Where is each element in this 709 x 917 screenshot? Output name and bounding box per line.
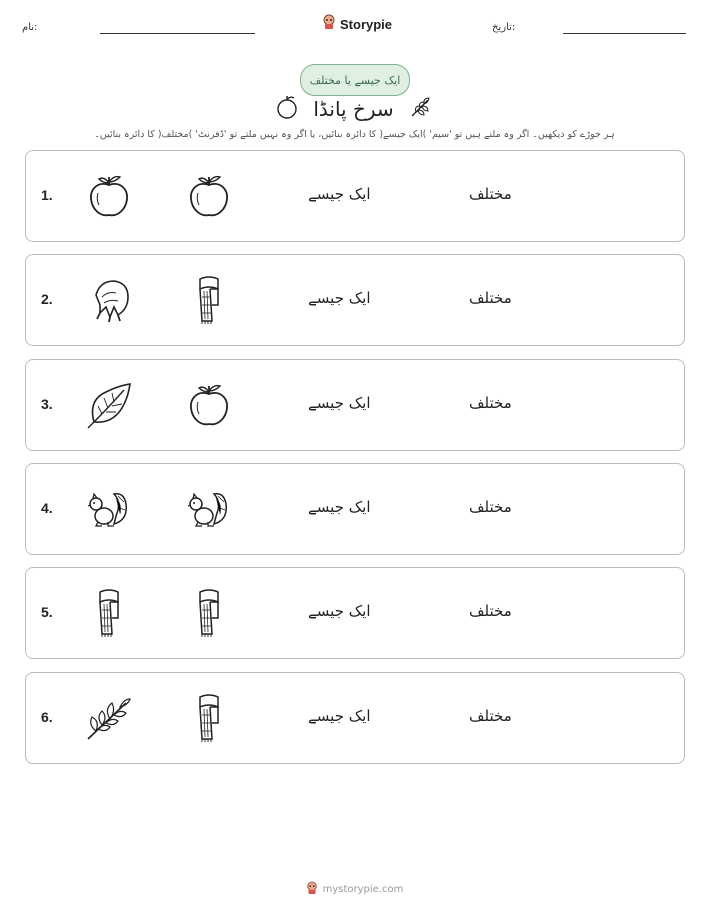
same-option[interactable]: ایک جیسے bbox=[308, 185, 371, 203]
question-row bbox=[25, 359, 685, 451]
apple-icon bbox=[84, 171, 134, 221]
question-number: 4. bbox=[41, 500, 53, 516]
scarf-icon bbox=[84, 588, 134, 638]
squirrel-icon bbox=[84, 484, 134, 534]
leafy-branch-icon bbox=[84, 693, 134, 743]
different-option[interactable]: مختلف bbox=[469, 394, 512, 412]
claw-icon bbox=[84, 275, 134, 325]
scarf-icon bbox=[184, 693, 234, 743]
different-option[interactable]: مختلف bbox=[469, 498, 512, 516]
footer bbox=[0, 880, 709, 899]
question-number: 6. bbox=[41, 709, 53, 725]
page-title: سرخ پانڈا bbox=[313, 97, 394, 121]
brand-name: Storypie bbox=[340, 16, 393, 32]
apple-icon bbox=[184, 380, 234, 430]
question-row bbox=[25, 672, 685, 764]
question-number: 2. bbox=[41, 291, 53, 307]
same-option[interactable]: ایک جیسے bbox=[308, 289, 371, 307]
different-option[interactable]: مختلف bbox=[469, 707, 512, 725]
panda-mascot-icon bbox=[306, 880, 318, 899]
scarf-icon bbox=[184, 275, 234, 325]
instructions: ہر جوڑے کو دیکھیں۔ اگر وہ ملتے ہیں تو 'سیم' )ایک جیسے( کا دائرہ بنائیں، یا اگر وہ نہیں ملتے تو 'ڈفرنٹ' )مختلف( کا دائرہ بنائیں۔ bbox=[94, 129, 615, 140]
date-label: تاریخ: bbox=[492, 22, 516, 33]
same-option[interactable]: ایک جیسے bbox=[308, 394, 371, 412]
same-option[interactable]: ایک جیسے bbox=[308, 602, 371, 620]
name-line[interactable] bbox=[100, 33, 255, 34]
scarf-icon bbox=[184, 588, 234, 638]
storypie-logo bbox=[322, 14, 392, 34]
apple-icon bbox=[184, 171, 234, 221]
worksheet-type-pill: ایک جیسے یا مختلف bbox=[300, 64, 410, 96]
different-option[interactable]: مختلف bbox=[469, 289, 512, 307]
question-number: 3. bbox=[41, 396, 53, 412]
different-option[interactable]: مختلف bbox=[469, 185, 512, 203]
title-row bbox=[0, 94, 709, 124]
apple-icon bbox=[275, 94, 299, 124]
different-option[interactable]: مختلف bbox=[469, 602, 512, 620]
question-row bbox=[25, 463, 685, 555]
question-row bbox=[25, 254, 685, 346]
same-option[interactable]: ایک جیسے bbox=[308, 707, 371, 725]
same-option[interactable]: ایک جیسے bbox=[308, 498, 371, 516]
date-line[interactable] bbox=[563, 33, 686, 34]
squirrel-icon bbox=[184, 484, 234, 534]
question-row bbox=[25, 567, 685, 659]
name-label: نام: bbox=[22, 22, 38, 33]
question-number: 1. bbox=[41, 187, 53, 203]
question-row bbox=[25, 150, 685, 242]
question-number: 5. bbox=[41, 604, 53, 620]
leaf-icon bbox=[408, 94, 434, 124]
panda-mascot-icon bbox=[322, 14, 336, 34]
leaf-icon bbox=[84, 380, 134, 430]
footer-website[interactable]: mystorypie.com bbox=[322, 884, 404, 895]
